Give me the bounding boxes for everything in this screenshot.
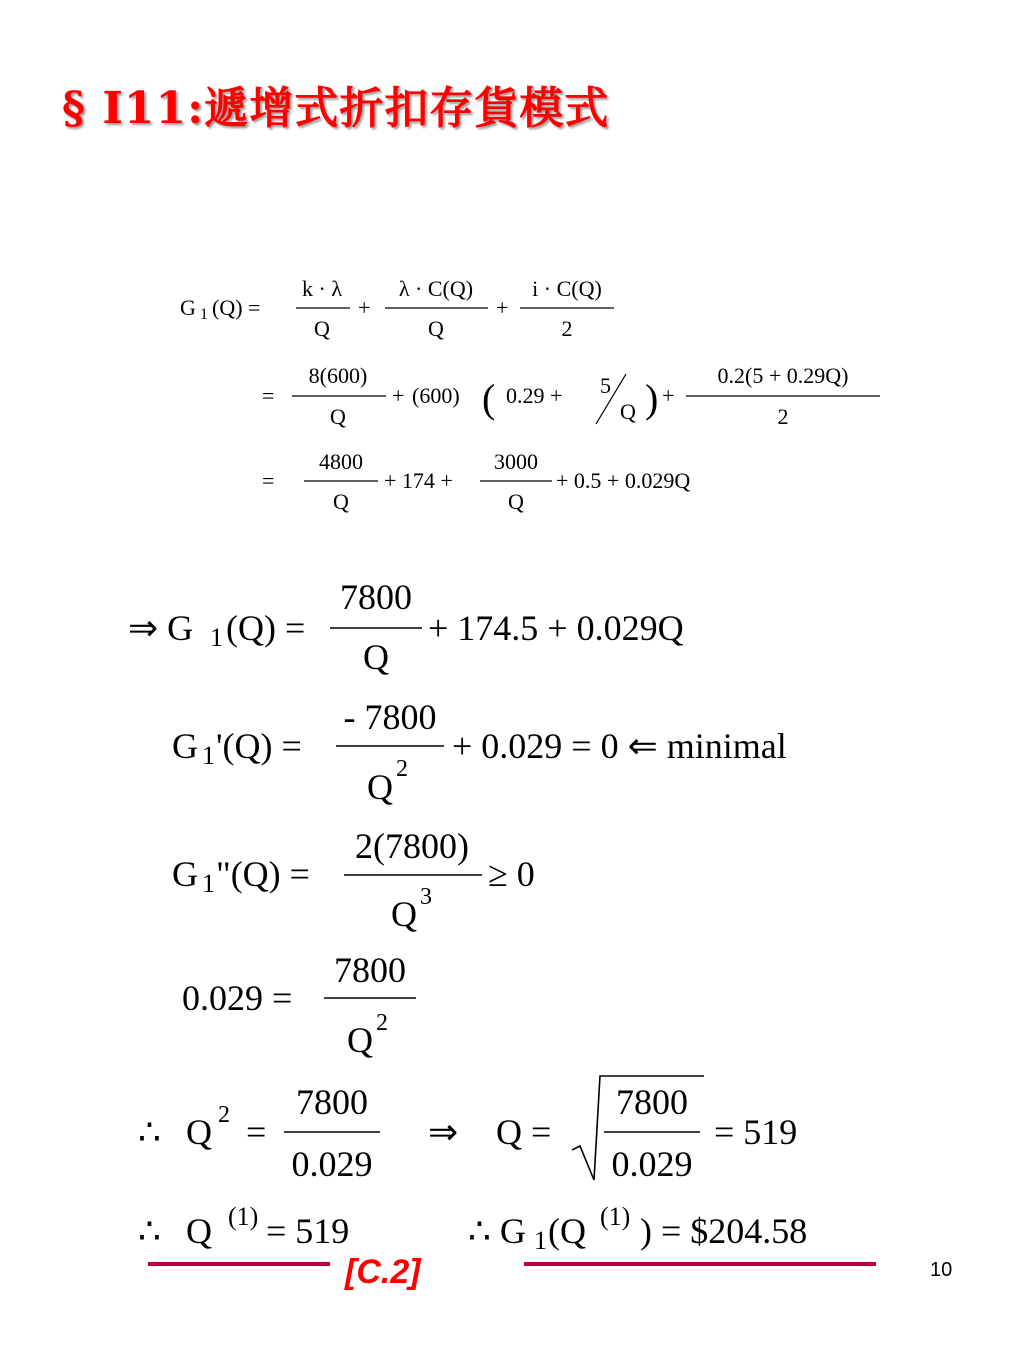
eq2-t2-d: Q [620,399,636,424]
equation-1 [180,276,614,341]
eq6-sub: 1 [202,869,215,898]
eq8-den: 0.029 [291,1144,373,1184]
slide-title: § I11:遞增式折扣存貨模式 [62,83,610,134]
eq7-den: Q [347,1020,373,1060]
eq2-open-paren: ( [482,376,496,421]
eq6-den-exp: 3 [420,884,432,910]
eq9-lhs: Q [186,1211,212,1251]
eq7-num: 7800 [334,950,406,990]
equation-6 [172,826,535,934]
eq4-sub: 1 [210,623,223,652]
eq5-lhs-tail: '(Q) = [216,726,302,766]
eq9-therefore: ∴ [138,1211,161,1251]
eq1-t1-num: k · λ [302,276,342,301]
eq4-tail: + 174.5 + 0.029Q [428,608,684,648]
eq2-plus-2: + [662,383,675,408]
eq2-t1-num: 8(600) [308,363,368,388]
eq3-t1-num: 4800 [319,449,363,474]
footer [148,1253,952,1291]
eq9-sup: (1) [228,1202,259,1231]
eq9-g-open: (Q [548,1211,586,1251]
reference-label: [C.2] [345,1253,421,1291]
eq9-rhs: = 519 [266,1211,350,1251]
eq5-lhs: G [172,726,198,766]
eq6-tail: ≥ 0 [488,854,535,894]
eq4-lhs-tail: (Q) = [226,608,306,648]
eq1-t2-den: Q [428,316,444,341]
eq1-t2-num: λ · C(Q) [398,276,474,301]
eq1-t3-den: 2 [561,316,573,341]
eq1-lhs-tail: (Q) = [212,295,261,320]
eq1-t1-den: Q [314,316,330,341]
eq3-t1-den: Q [333,489,349,514]
eq4-den: Q [363,637,389,677]
eq6-lhs: G [172,854,198,894]
eq2-eq: = [262,383,275,408]
eq3-t2-num: 3000 [494,449,538,474]
equation-4 [128,577,684,677]
eq8-num: 7800 [296,1082,368,1122]
eq3-tail: + 0.5 + 0.029Q [556,468,691,493]
eq1-plus-2: + [496,295,509,320]
equation-5 [172,697,787,807]
eq8-implies: ⇒ [428,1112,459,1152]
eq9-g-sup: (1) [600,1202,631,1231]
eq2-t3-num: 0.2(5 + 0.29Q) [717,363,849,388]
eq9-therefore2: ∴ G [468,1211,526,1251]
eq8-lhs-exp: 2 [218,1102,230,1128]
eq5-tail: + 0.029 = 0 ⇐ minimal [452,726,787,766]
eq8-q: Q = [496,1112,552,1152]
eq5-den-exp: 2 [396,756,408,782]
eq6-lhs-tail: "(Q) = [216,854,310,894]
equation-9 [138,1202,807,1255]
eq9-sub: 1 [534,1226,547,1255]
eq5-sub: 1 [202,741,215,770]
eq1-plus-1: + [358,295,371,320]
eq2-t3-den: 2 [777,404,789,429]
eq2-t1-den: Q [330,404,346,429]
eq8-lhs: Q [186,1112,212,1152]
eq3-eq: = [262,468,275,493]
eq2-t2-c: 5 [600,373,611,398]
eq5-num: - 7800 [343,697,437,737]
eq8-sqrt-num: 7800 [616,1082,688,1122]
eq9-g-close: ) = $204.58 [640,1211,808,1251]
eq4-num: 7800 [340,577,412,617]
eq7-den-exp: 2 [376,1010,388,1036]
eq8-therefore: ∴ [138,1112,161,1152]
eq8-result: = 519 [714,1112,798,1152]
equation-7 [182,950,416,1060]
eq6-den: Q [391,894,417,934]
eq4-lhs: ⇒ G [128,608,194,648]
eq2-t2-b: 0.29 + [506,383,563,408]
eq3-mid: + 174 + [384,468,453,493]
eq8-eq: = [246,1112,267,1152]
equation-3 [262,449,690,514]
eq2-close-paren: ) [645,376,659,421]
eq1-sub: 1 [200,306,208,323]
eq1-t3-num: i · C(Q) [532,276,602,301]
eq2-plus-1: + [392,383,405,408]
equation-8 [138,1076,797,1184]
eq6-num: 2(7800) [355,826,469,866]
eq1-lhs: G [180,295,196,320]
eq3-t2-den: Q [508,489,524,514]
eq2-t2-a: (600) [412,383,460,408]
equation-2 [262,363,880,429]
eq8-sqrt-den: 0.029 [611,1144,693,1184]
eq5-den: Q [367,767,393,807]
page-number: 10 [930,1259,953,1281]
eq7-lhs: 0.029 = [182,978,293,1018]
